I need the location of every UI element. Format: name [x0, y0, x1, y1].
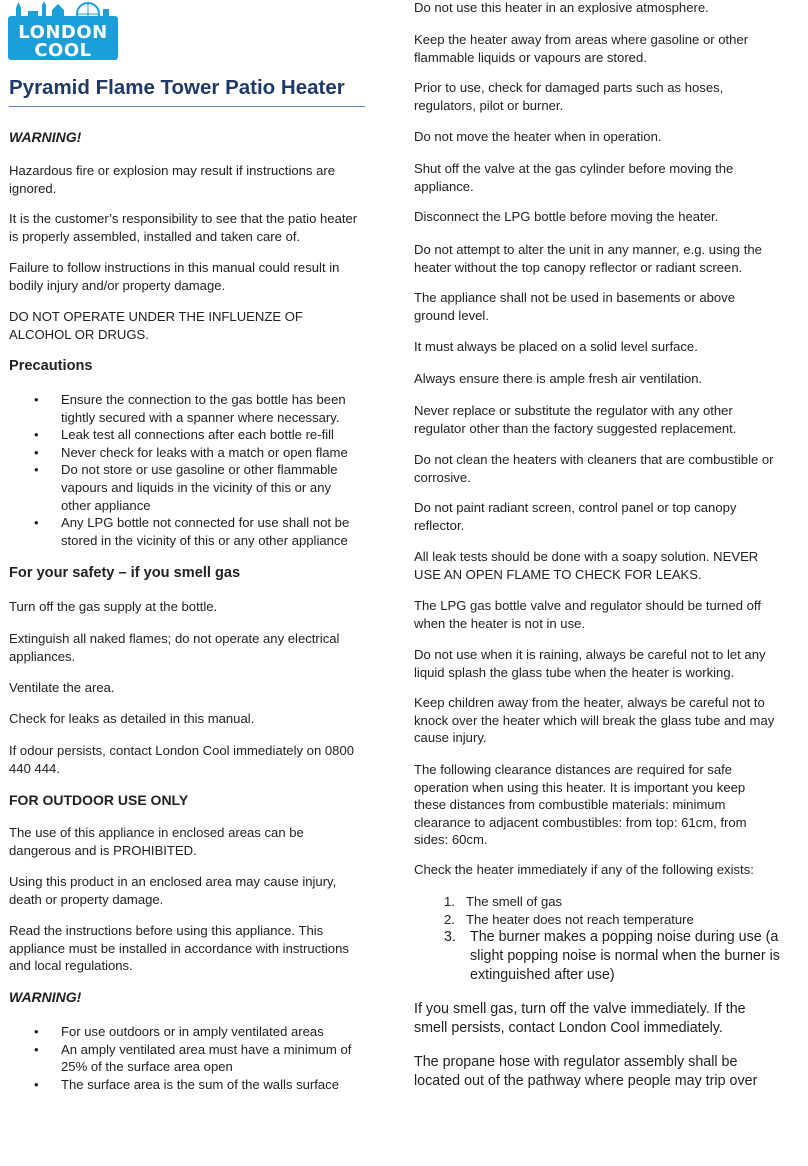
- london-cool-logo: [8, 2, 118, 60]
- warning-heading: WARNING!: [9, 129, 82, 145]
- paragraph-propane-hose: The propane hose with regulator assembly shall be located out of the pathway where people may trip over: [414, 1054, 758, 1089]
- list-item: • Leak test all connections after each bottle re-fill: [0, 426, 361, 444]
- outdoor-heading: FOR OUTDOOR USE ONLY: [9, 792, 189, 808]
- paragraph-raining: Do not use when it is raining, always be careful not to let any liquid splash the glass tube when the heater is working.: [414, 647, 766, 680]
- list-text: The heater does not reach temperature: [466, 911, 694, 927]
- page-title: Pyramid Flame Tower Patio Heater: [9, 76, 345, 99]
- paragraph-regulator: Never replace or substitute the regulator with any other regulator other than the factory suggested replacement.: [414, 403, 737, 436]
- paragraph-read-instructions: Read the instructions before using this appliance. This appliance must be installed in accordance with instructions and local regulations.: [9, 923, 349, 973]
- paragraph-clearance: The following clearance distances are required for safe operation when using this heater. It is important you keep these distances from combustible materials: minimum clearance to adjacent combustibles: from top: 61cm, from sides: 60cm.: [414, 762, 747, 847]
- paragraph-leak-tests: All leak tests should be done with a soapy solution. NEVER USE AN OPEN FLAME TO CHECK FOR LEAKS.: [414, 549, 759, 582]
- safety-heading: For your safety – if you smell gas: [9, 565, 241, 581]
- list-item: • For use outdoors or in amply ventilated areas: [0, 1023, 361, 1041]
- paragraph-disconnect: Disconnect the LPG bottle before moving the heater.: [414, 209, 719, 224]
- list-item: • An amply ventilated area must have a minimum of 25% of the surface area open: [0, 1041, 361, 1076]
- logo-text-cool: COOL: [34, 40, 92, 61]
- list-item: [414, 928, 785, 985]
- paragraph-failure: Failure to follow instructions in this manual could result in bodily injury and/or property damage.: [9, 260, 340, 293]
- check-list: [414, 893, 784, 985]
- paragraph-level-surface: It must always be placed on a solid level surface.: [414, 339, 698, 354]
- paragraph-do-not-alter: Do not attempt to alter the unit in any manner, e.g. using the heater without the top canopy reflector or radiant screen.: [414, 242, 762, 275]
- paragraph-turn-off: Turn off the gas supply at the bottle.: [9, 599, 218, 614]
- list-item: • The surface area is the sum of the walls surface: [0, 1076, 361, 1094]
- paragraph-shut-off: Shut off the valve at the gas cylinder before moving the appliance.: [414, 161, 734, 194]
- paragraph-check-leaks: Check for leaks as detailed in this manual.: [9, 711, 255, 726]
- list-item: • Never check for leaks with a match or open flame: [0, 444, 361, 462]
- paragraph-smell-gas: If you smell gas, turn off the valve immediately. If the smell persists, contact London Cool immediately.: [414, 1001, 746, 1036]
- paragraph-responsibility: It is the customer’s responsibility to see that the patio heater is properly assembled, installed and taken care of.: [9, 211, 358, 244]
- list-number: 1.: [444, 894, 455, 909]
- precautions-list: [0, 391, 361, 549]
- paragraph-odour: If odour persists, contact London Cool immediately on 0800 440 444.: [9, 743, 355, 776]
- paragraph-prior-check: Prior to use, check for damaged parts such as hoses, regulators, pilot or burner.: [414, 80, 724, 113]
- paragraph-extinguish: Extinguish all naked flames; do not operate any electrical appliances.: [9, 631, 340, 664]
- list-number: 2.: [444, 911, 455, 927]
- list-item: • Ensure the connection to the gas bottle has been tightly secured with a spanner where necessary.: [0, 391, 361, 426]
- list-text: The smell of gas: [466, 894, 563, 909]
- precautions-heading: Precautions: [9, 358, 93, 374]
- paragraph-keep-away: Keep the heater away from areas where gasoline or other flammable liquids or vapours are stored.: [414, 32, 749, 65]
- logo-text-london: LONDON: [18, 22, 108, 43]
- list-item: • Do not store or use gasoline or other flammable vapours and liquids in the vicinity of this or any other appliance: [0, 461, 361, 514]
- list-text: The burner makes a popping noise during use (a slight popping noise is normal when the burner is extinguished after use): [470, 929, 780, 983]
- list-item: [414, 911, 784, 929]
- paragraph-cleaners: Do not clean the heaters with cleaners that are combustible or corrosive.: [414, 452, 774, 485]
- paragraph-explosive: Do not use this heater in an explosive atmosphere.: [414, 0, 709, 15]
- paragraph-enclosed-prohibited: The use of this appliance in enclosed areas can be dangerous and is PROHIBITED.: [9, 825, 304, 858]
- ventilation-list: [0, 1023, 361, 1093]
- paragraph-paint: Do not paint radiant screen, control panel or top canopy reflector.: [414, 500, 737, 533]
- paragraph-valve-off: The LPG gas bottle valve and regulator should be turned off when the heater is not in use.: [414, 598, 761, 631]
- paragraph-do-not-move: Do not move the heater when in operation.: [414, 129, 662, 144]
- paragraph-children: Keep children away from the heater, always be careful not to knock over the heater which will break the glass tube and may cause injury.: [414, 695, 775, 745]
- paragraph-ventilation: Always ensure there is ample fresh air ventilation.: [414, 371, 703, 386]
- title-divider: [9, 106, 365, 107]
- list-item: [414, 893, 784, 911]
- list-item: • Any LPG bottle not connected for use shall not be stored in the vicinity of this or any other appliance: [0, 514, 361, 549]
- paragraph-basements: The appliance shall not be used in basements or above ground level.: [414, 290, 736, 323]
- paragraph-ventilate: Ventilate the area.: [9, 680, 115, 695]
- paragraph-do-not-operate: DO NOT OPERATE UNDER THE INFLUENZE OF ALCOHOL OR DRUGS.: [9, 309, 303, 342]
- paragraph-enclosed-injury: Using this product in an enclosed area may cause injury, death or property damage.: [9, 874, 337, 907]
- paragraph-check-heater: Check the heater immediately if any of the following exists:: [414, 862, 754, 877]
- list-number: 3.: [444, 929, 456, 945]
- paragraph-hazard: Hazardous fire or explosion may result if instructions are ignored.: [9, 163, 336, 196]
- warning-heading-2: WARNING!: [9, 989, 82, 1005]
